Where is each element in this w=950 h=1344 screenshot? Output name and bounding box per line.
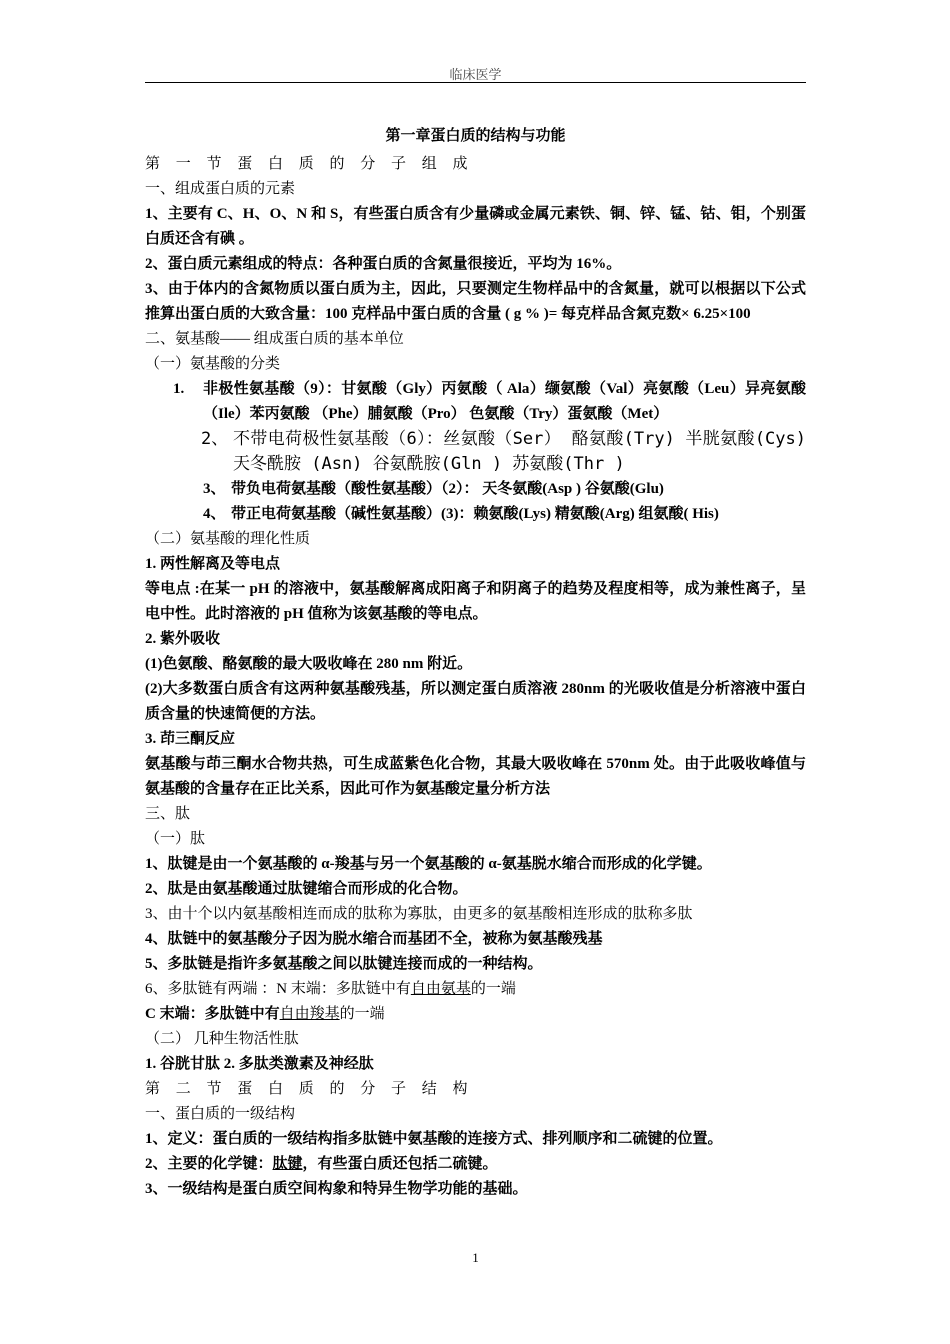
property-ninhydrin: 氨基酸与茚三酮水合物共热，可生成蓝紫色化合物，其最大吸收峰在 570nm 处。由于此吸收峰值与氨基酸的含量存在正比关系，因此可作为氨基酸定量分析方法 bbox=[145, 756, 806, 797]
paragraph-elements-1: 1、主要有 C、H、O、N 和 S，有些蛋白质含有少量磷或金属元素铁、铜、锌、锰、钴、钼，个别蛋白质还含有碘 。 bbox=[145, 206, 806, 247]
section-heading-2: 第 二 节 蛋 白 质 的 分 子 结 构 bbox=[145, 1081, 474, 1097]
list-item-nonpolar bbox=[145, 377, 806, 427]
paragraph-elements-3: 3、由于体内的含氮物质以蛋白质为主，因此，只要测定生物样品中的含氮量，就可以根据以下公式推算出蛋白质的大致含量：100 克样品中蛋白质的含量 ( g % )= 每克样品含氮克数× 6.25×100 bbox=[145, 281, 806, 322]
list-number: 2、 bbox=[201, 429, 229, 449]
peptide-point-5: 5、多肽链是指许多氨基酸之间以肽键连接而成的一种结构。 bbox=[145, 956, 543, 972]
list-text: 不带电荷极性氨基酸（6）：丝氨酸（Ser） 酪氨酸(Try) 半胱氨酸(Cys) 天冬酰胺 (Asn) 谷氨酰胺(Gln ) 苏氨酸(Thr ) bbox=[233, 429, 806, 474]
property-heading-uv: 2. 紫外吸收 bbox=[145, 631, 221, 647]
paragraph-elements-2: 2、蛋白质元素组成的特点：各种蛋白质的含氮量很接近，平均为 16%。 bbox=[145, 256, 622, 272]
primary-point-1: 1、定义：蛋白质的一级结构指多肽链中氨基酸的连接方式、排列顺序和二硫键的位置。 bbox=[145, 1131, 723, 1147]
list-item-basic bbox=[145, 502, 806, 527]
primary-point-2 bbox=[145, 1152, 806, 1177]
list-text: 带正电荷氨基酸（碱性氨基酸）(3)：赖氨酸(Lys) 精氨酸(Arg) 组氨酸( His) bbox=[231, 506, 719, 522]
subheading-active-peptides: （二） 几种生物活性肽 bbox=[145, 1031, 299, 1047]
underlined-term: 自由羧基 bbox=[279, 1006, 340, 1022]
text-segment: C 末端：多肽链中有 bbox=[145, 1006, 280, 1022]
peptide-point-1: 1、肽键是由一个氨基酸的 α-羧基与另一个氨基酸的 α-氨基脱水缩合而形成的化学键。 bbox=[145, 856, 712, 872]
list-item-uncharged-polar bbox=[145, 427, 806, 477]
property-isoelectric: 等电点 :在某一 pH 的溶液中，氨基酸解离成阳离子和阴离子的趋势及程度相等，成为兼性离子，呈电中性。此时溶液的 pH 值称为该氨基酸的等电点。 bbox=[145, 581, 806, 622]
peptide-point-7 bbox=[145, 1002, 806, 1027]
property-heading-isoelectric: 1. 两性解离及等电点 bbox=[145, 556, 281, 572]
subheading-peptide: （一）肽 bbox=[145, 831, 206, 847]
heading-primary-structure: 一、蛋白质的一级结构 bbox=[145, 1106, 296, 1122]
property-uv-1: (1)色氨酸、酪氨酸的最大吸收峰在 280 nm 附近。 bbox=[145, 656, 473, 672]
text-segment: 的一端 bbox=[339, 1006, 385, 1022]
peptide-point-2: 2、肽是由氨基酸通过肽键缩合而形成的化合物。 bbox=[145, 881, 468, 897]
active-peptides-list: 1. 谷胱甘肽 2. 多肽类激素及神经肽 bbox=[145, 1056, 374, 1072]
document-body bbox=[145, 124, 806, 1202]
text-segment: 6、多肽链有两端 ：N 末端：多肽链中有 bbox=[145, 981, 411, 997]
text-segment: 2、主要的化学键： bbox=[145, 1156, 273, 1172]
header-rule bbox=[145, 82, 806, 83]
property-heading-ninhydrin: 3. 茚三酮反应 bbox=[145, 731, 236, 747]
list-number: 3、 bbox=[203, 481, 226, 497]
section-heading-1: 第 一 节 蛋 白 质 的 分 子 组 成 bbox=[145, 156, 474, 172]
chapter-title: 第一章蛋白质的结构与功能 bbox=[385, 128, 566, 144]
underlined-term: 自由氨基 bbox=[410, 981, 471, 997]
heading-elements: 一、组成蛋白质的元素 bbox=[145, 181, 296, 197]
subheading-properties: （二）氨基酸的理化性质 bbox=[145, 531, 311, 547]
primary-point-3: 3、一级结构是蛋白质空间构象和特异生物学功能的基础。 bbox=[145, 1181, 528, 1197]
text-segment: 的一端 bbox=[470, 981, 516, 997]
underlined-term: 肽键 bbox=[272, 1156, 303, 1172]
peptide-point-4: 4、肽链中的氨基酸分子因为脱水缩合而基团不全，被称为氨基酸残基 bbox=[145, 931, 603, 947]
peptide-point-6 bbox=[145, 977, 806, 1002]
subheading-classification: （一）氨基酸的分类 bbox=[145, 356, 281, 372]
heading-amino-acids: 二、氨基酸—— 组成蛋白质的基本单位 bbox=[145, 331, 404, 347]
list-item-acidic bbox=[145, 477, 806, 502]
page-header: 临床医学 bbox=[449, 67, 502, 82]
text-segment: ，有些蛋白质还包括二硫键。 bbox=[302, 1156, 498, 1172]
list-text: 非极性氨基酸（9）：甘氨酸（Gly）丙氨酸（ Ala）缬氨酸（Val）亮氨酸（Leu）异亮氨酸（Ile）苯丙氨酸 （Phe）脯氨酸（Pro） 色氨酸（Try）蛋氨酸（Met） bbox=[203, 381, 806, 422]
peptide-point-3: 3、由十个以内氨基酸相连而成的肽称为寡肽，由更多的氨基酸相连形成的肽称多肽 bbox=[145, 906, 693, 922]
page-number: 1 bbox=[472, 1250, 479, 1265]
list-text: 带负电荷氨基酸（酸性氨基酸）（2）： 天冬氨酸(Asp ) 谷氨酸(Glu) bbox=[231, 481, 664, 497]
list-number: 4、 bbox=[203, 506, 226, 522]
property-uv-2: (2)大多数蛋白质含有这两种氨基酸残基，所以测定蛋白质溶液 280nm 的光吸收值是分析溶液中蛋白质含量的快速简便的方法。 bbox=[145, 681, 806, 722]
list-number: 1. bbox=[173, 381, 185, 397]
heading-peptide: 三、肽 bbox=[145, 806, 191, 822]
